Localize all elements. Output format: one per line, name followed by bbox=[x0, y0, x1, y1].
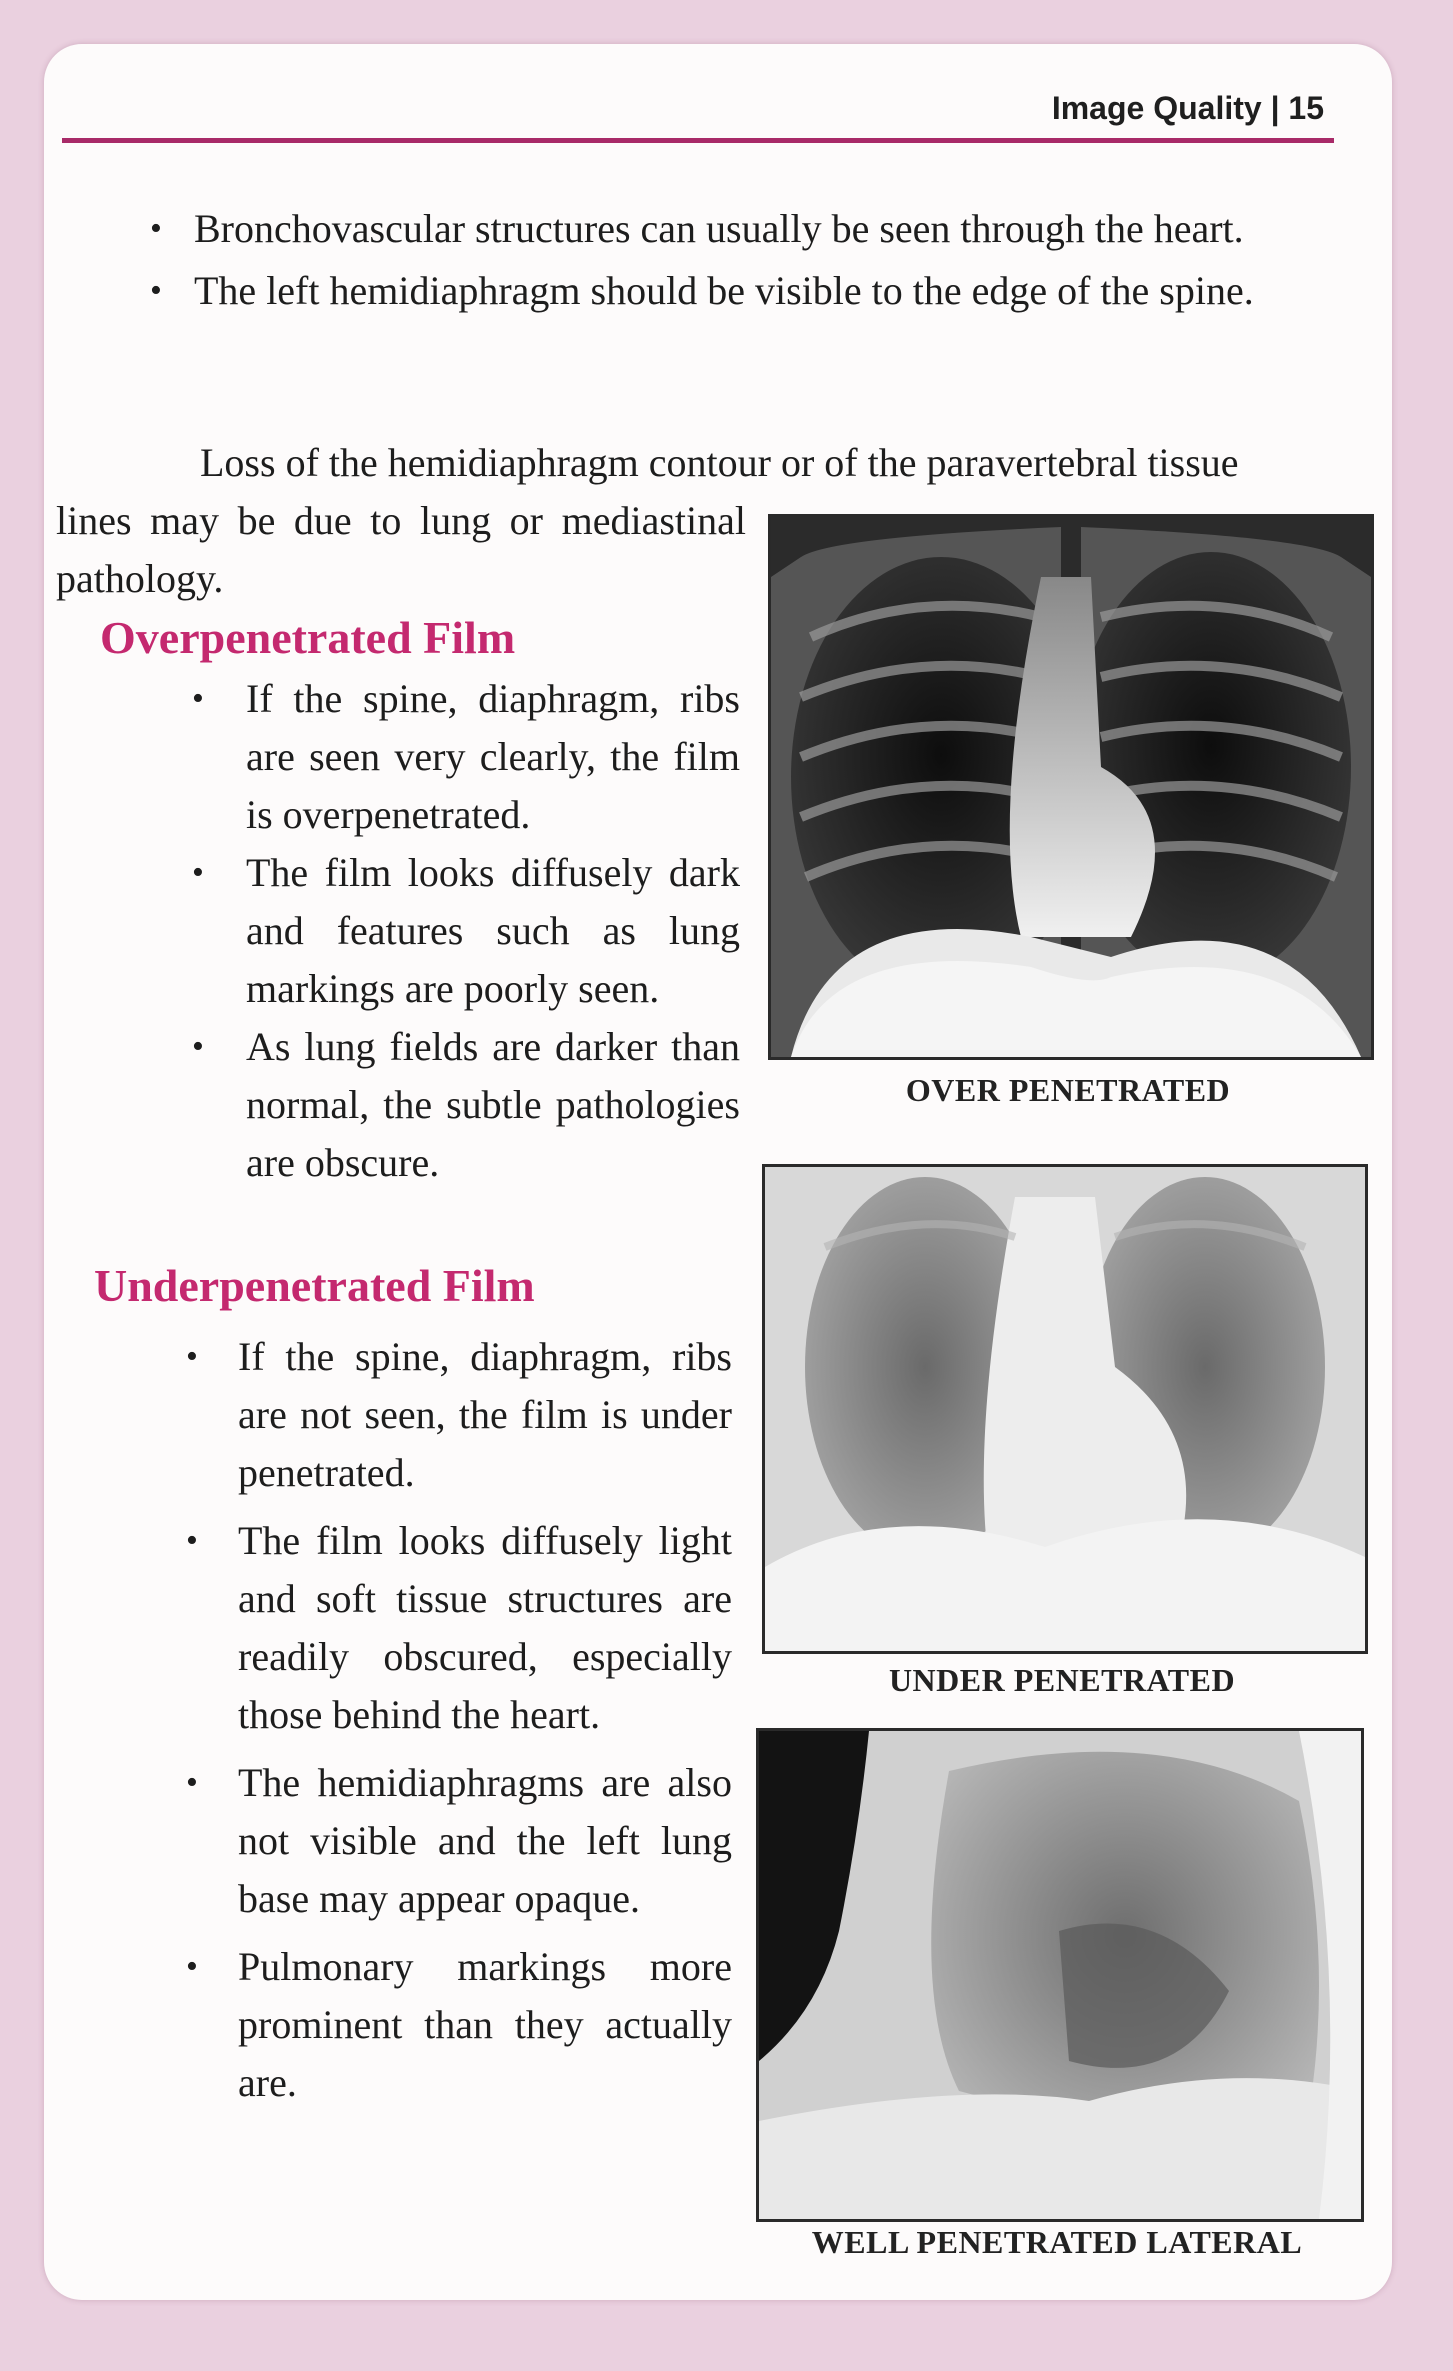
intro-bullet: • The left hemidiaphragm should be visible to the edge of the spine. bbox=[62, 262, 1372, 320]
bullet-dot-icon: • bbox=[150, 210, 162, 247]
overpenetrated-heading: Overpenetrated Film bbox=[100, 612, 516, 663]
xray-over-penetrated bbox=[768, 514, 1374, 1060]
underpenetrated-bullet: • The hemidiaphragms are also not visible and the left lung base may appear opaque. bbox=[100, 1754, 732, 1928]
underpenetrated-heading: Underpenetrated Film bbox=[94, 1260, 535, 1311]
caption-well-penetrated-lateral: WELL PENETRATED LATERAL bbox=[811, 2224, 1303, 2260]
underpenetrated-bullet: • If the spine, diaphragm, ribs are not seen, the film is under penetrated. bbox=[100, 1328, 732, 1502]
paragraph-line-2: lines may be due to lung or mediastinal pathology. bbox=[56, 498, 746, 601]
overpenetrated-bullet: • As lung fields are darker than normal, the subtle pathologies are obscure. bbox=[110, 1018, 740, 1192]
xray-well-penetrated-lateral bbox=[756, 1728, 1364, 2222]
bullet-dot-icon: • bbox=[150, 272, 162, 309]
bullet-dot-icon: • bbox=[186, 1948, 198, 1985]
paragraph-line-1: Loss of the hemidiaphragm contour or of the paravertebral tissue bbox=[200, 440, 1239, 485]
page-header bbox=[62, 48, 1334, 142]
overpenetrated-bullet-list bbox=[110, 670, 740, 1192]
bullet-dot-icon: • bbox=[192, 854, 204, 891]
underpenetrated-bullet-list bbox=[100, 1328, 732, 2112]
overpenetrated-bullet: • If the spine, diaphragm, ribs are seen very clearly, the film is overpenetrated. bbox=[110, 670, 740, 844]
caption-under-penetrated: UNDER PENETRATED bbox=[888, 1662, 1236, 1698]
bullet-dot-icon: • bbox=[186, 1338, 198, 1375]
bullet-dot-icon: • bbox=[192, 680, 204, 717]
underpenetrated-bullet: • The film looks diffusely light and soft tissue structures are readily obscured, especially those behind the heart. bbox=[100, 1512, 732, 1744]
bullet-dot-icon: • bbox=[192, 1028, 204, 1065]
bullet-dot-icon: • bbox=[186, 1522, 198, 1559]
overpenetrated-bullet: • The film looks diffusely dark and features such as lung markings are poorly seen. bbox=[110, 844, 740, 1018]
underpenetrated-bullet: • Pulmonary markings more prominent than they actually are. bbox=[100, 1938, 732, 2112]
running-header: Image Quality | 15 bbox=[1051, 90, 1324, 126]
caption-over-penetrated: OVER PENETRATED bbox=[905, 1072, 1231, 1108]
xray-under-penetrated bbox=[762, 1164, 1368, 1654]
header-rule bbox=[62, 138, 1334, 143]
bullet-dot-icon: • bbox=[186, 1764, 198, 1801]
intro-bullet: • Bronchovascular structures can usually be seen through the heart. bbox=[62, 200, 1372, 258]
intro-bullet-list bbox=[62, 200, 1372, 320]
